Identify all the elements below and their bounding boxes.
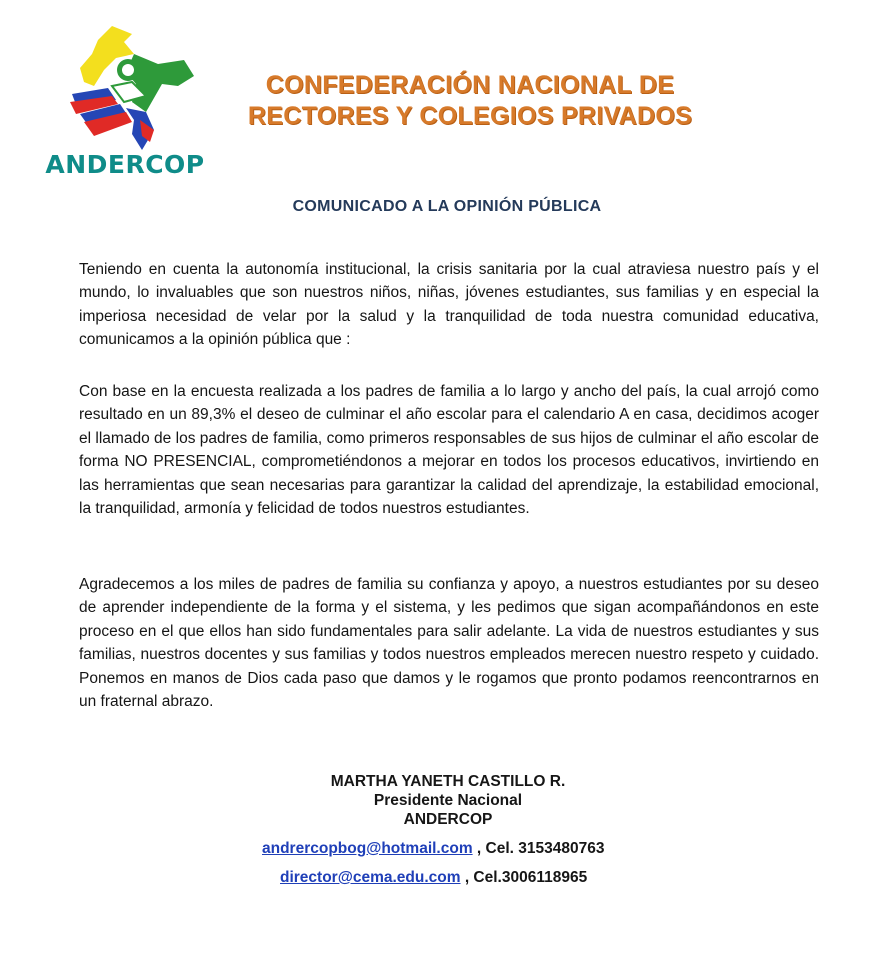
- organization-title: [210, 70, 730, 132]
- phone-1: , Cel. 3153480763: [472, 840, 605, 857]
- email-link-1[interactable]: andrercopbog@hotmail.com: [262, 840, 473, 857]
- paragraph-3: Agradecemos a los miles de padres de familia su confianza y apoyo, a nuestros estudiantes por su deseo de aprender independiente de la forma y el sistema, y les pedimos que sigan acompañándonos en este proceso en el que ellos han sido fundamentales para salir adelante. La vida de nuestros estudiantes y sus familias, nuestros docentes y sus familias y todos nuestros empleados merecen nuestro respeto y cuidado. Ponemos en manos de Dios cada paso que damos y le rogamos que pronto podamos reencontrarnos en un fraternal abrazo.: [79, 576, 819, 711]
- email-link-2[interactable]: director@cema.edu.com: [280, 869, 461, 886]
- organization-title-line1: CONFEDERACIÓN NACIONAL DE: [265, 71, 675, 99]
- signatory-role: Presidente Nacional: [373, 792, 523, 809]
- organization-title-line2: RECTORES Y COLEGIOS PRIVADOS: [247, 102, 693, 130]
- contact-line-2: [280, 869, 700, 887]
- contact-line-1: [262, 840, 682, 858]
- andercop-logo: [44, 24, 206, 184]
- signatory-name: MARTHA YANETH CASTILLO R.: [330, 773, 566, 790]
- paragraph-1: Teniendo en cuenta la autonomía institucional, la crisis sanitaria por la cual atraviesa nuestro país y el mundo, lo invaluables que son nuestros niños, niñas, jóvenes estudiantes, sus familias y en especial la imperiosa necesidad de velar por la salud y la tranquilidad de toda nuestra comunidad educativa, comunicamos a la opinión pública que :: [79, 261, 819, 349]
- signatory-organization: ANDERCOP: [403, 811, 493, 828]
- logo-wordmark: ANDERCOP: [45, 150, 205, 179]
- signature-block: [250, 772, 646, 829]
- colombia-map-logo-icon: [54, 24, 204, 152]
- paragraph-2: Con base en la encuesta realizada a los padres de familia a lo largo y ancho del país, la cual arrojó como resultado en un 89,3% el deseo de culminar el año escolar para el calendario A en casa, decidimos acoger el llamado de los padres de familia, como primeros responsables de sus hijos de culminar el año escolar de forma NO PRESENCIAL, comprometiéndonos a mejorar en todos los procesos educativos, invirtiendo en las herramientas que sean necesarias para garantizar la calidad del aprendizaje, la estabilidad emocional, la tranquilidad, armonía y felicidad de todos nuestros estudiantes.: [79, 383, 819, 518]
- communique-heading: COMUNICADO A LA OPINIÓN PÚBLICA: [292, 198, 602, 215]
- phone-2: , Cel.3006118965: [460, 869, 588, 886]
